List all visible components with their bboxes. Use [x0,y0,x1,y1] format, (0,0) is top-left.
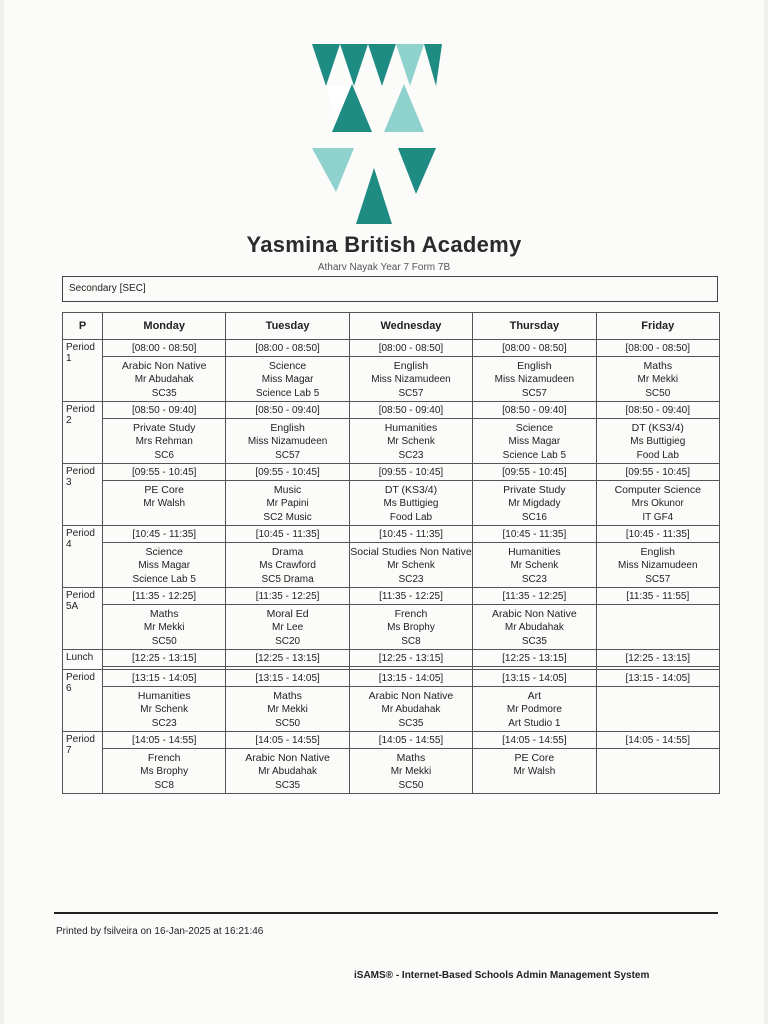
lesson-time: [09:55 - 10:45] [350,464,472,481]
lesson-teacher: Mr Podmore [506,704,562,715]
lesson-room: SC57 [275,450,301,461]
lesson-time: [08:00 - 08:50] [473,340,595,357]
lesson-subject: Drama [271,546,304,558]
lesson-subject: English [640,546,675,558]
lesson-room: SC23 [521,574,547,585]
lesson-cell [226,588,349,650]
lesson-cell [103,464,226,526]
table-row [63,670,720,732]
school-logo-icon [312,44,442,224]
lesson-teacher: Miss Nizamudeen [494,374,575,385]
lesson-room: SC6 [154,450,174,461]
lesson-time: [12:25 - 13:15] [103,650,225,667]
lesson-room: SC23 [398,450,424,461]
lesson-teacher: Ms Buttigieg [383,498,439,509]
lesson-time: [09:55 - 10:45] [473,464,595,481]
lesson-teacher: Mr Mekki [143,622,185,633]
lesson-time: [10:45 - 11:35] [473,526,595,543]
header-row [63,313,720,340]
lesson-teacher: Mr Mekki [267,704,308,715]
lesson-cell [596,402,719,464]
lesson-subject: English [517,360,552,372]
lesson-teacher: Miss Magar [261,374,314,385]
timetable-page [4,0,764,1024]
lesson-subject: Humanities [137,690,191,702]
period-label: Period 7 [63,732,103,794]
lesson-room: SC16 [521,512,547,523]
lesson-room: SC50 [275,718,301,729]
lesson-cell [349,650,472,670]
lesson-cell [349,732,472,794]
lesson-time: [11:35 - 12:25] [473,588,595,605]
header-day: Wednesday [349,313,472,340]
lesson-cell [473,402,596,464]
table-row [63,464,720,526]
lesson-subject: Science [145,546,183,558]
lesson-cell [473,732,596,794]
student-info: Atharv Nayak Year 7 Form 7B [317,262,451,273]
lesson-cell [596,464,719,526]
lesson-cell [473,340,596,402]
lesson-teacher: Mr Mekki [390,766,432,777]
footer-divider [54,912,718,914]
table-row [63,588,720,650]
lesson-time: [12:25 - 13:15] [350,650,472,667]
lesson-room: SC23 [398,574,424,585]
lesson-subject: Private Study [503,484,566,496]
lesson-subject: French [147,752,181,764]
lesson-room: Food Lab [389,512,433,523]
lesson-room: SC35 [521,636,547,647]
lesson-cell [103,670,226,732]
lesson-time: [08:50 - 09:40] [597,402,719,419]
lesson-room: SC50 [645,388,671,399]
lesson-cell [349,464,472,526]
table-row [63,732,720,794]
lesson-time: [08:50 - 09:40] [350,402,472,419]
table-row [63,526,720,588]
lesson-time: [14:05 - 14:55] [103,732,225,749]
lesson-subject: English [393,360,429,372]
lesson-room: Science Lab 5 [132,574,196,585]
lesson-room: SC8 [154,780,174,791]
lesson-room: SC35 [398,718,424,729]
lesson-subject: Private Study [132,422,196,434]
lesson-teacher: Miss Magar [138,560,191,571]
period-label: Period 4 [63,526,103,588]
lesson-time: [14:05 - 14:55] [226,732,348,749]
lesson-teacher: Mr Walsh [513,766,556,777]
header-day: Monday [103,313,226,340]
lesson-time: [14:05 - 14:55] [350,732,472,749]
lesson-room: SC57 [521,388,547,399]
lesson-room: SC35 [151,388,177,399]
lesson-cell [226,732,349,794]
lesson-teacher: Mr Lee [272,622,304,633]
lesson-subject: Music [273,484,302,496]
lesson-time: [09:55 - 10:45] [103,464,225,481]
lesson-teacher: Mrs Rehman [135,436,193,447]
lesson-time: [08:50 - 09:40] [103,402,225,419]
lesson-teacher: Mr Schenk [387,436,435,447]
lesson-cell [473,650,596,670]
lesson-cell [226,650,349,670]
lesson-room: SC50 [398,780,424,791]
lesson-teacher: Miss Nizamudeen [247,436,328,447]
lesson-cell [473,588,596,650]
lesson-teacher: Miss Nizamudeen [371,374,451,385]
lesson-subject: PE Core [144,484,185,496]
timetable-table [62,312,720,794]
table-row [63,340,720,402]
lesson-room: Art Studio 1 [508,718,561,729]
lesson-teacher: Mr Schenk [510,560,559,571]
lesson-time: [09:55 - 10:45] [226,464,348,481]
system-name: iSAMS® - Internet-Based Schools Admin Management System [354,970,650,981]
lesson-cell [349,588,472,650]
lesson-teacher: Miss Magar [508,436,561,447]
lesson-cell [473,670,596,732]
lesson-room: Science Lab 5 [502,450,567,461]
lesson-room: SC8 [401,636,421,647]
lesson-time: [08:00 - 08:50] [350,340,472,357]
lesson-subject: Maths [273,690,302,702]
header-day: Tuesday [226,313,349,340]
period-label: Period 1 [63,340,103,402]
lesson-subject [597,605,719,607]
lesson-cell [473,464,596,526]
lesson-cell [103,588,226,650]
lesson-teacher: Mr Papini [266,498,309,509]
period-label: Lunch [63,650,103,670]
lesson-subject: Science [268,360,307,372]
lesson-teacher: Ms Buttigieg [630,436,686,447]
lesson-room: SC5 Drama [261,574,314,585]
lesson-time: [12:25 - 13:15] [473,650,595,667]
lesson-cell [103,732,226,794]
lesson-time: [13:15 - 14:05] [473,670,595,687]
lesson-subject: Science [515,422,554,434]
lesson-room: SC23 [151,718,177,729]
lesson-time: [13:15 - 14:05] [350,670,472,687]
lesson-subject: Arabic Non Native [121,360,207,372]
lesson-time: [10:45 - 11:35] [226,526,348,543]
lesson-subject [597,687,719,689]
lesson-subject: Art [527,690,542,702]
lesson-room: SC50 [151,636,177,647]
lesson-time: [11:35 - 12:25] [226,588,348,605]
table-row [63,402,720,464]
lesson-cell [349,526,472,588]
lesson-subject: French [394,608,428,620]
lesson-cell [596,588,719,650]
lesson-cell [103,526,226,588]
lesson-subject: DT (KS3/4) [631,422,684,434]
section-label: Secondary [SEC] [62,276,718,302]
header-period: P [63,313,103,340]
lesson-subject: Social Studies Non Native [350,546,472,558]
lesson-subject: Maths [643,360,673,372]
lesson-time: [08:50 - 09:40] [226,402,348,419]
lesson-room: SC57 [398,388,424,399]
lesson-time: [08:00 - 08:50] [103,340,225,357]
lesson-room: SC57 [645,574,671,585]
lesson-cell [103,340,226,402]
lesson-teacher: Mr Abudahak [504,622,564,633]
lesson-time: [13:15 - 14:05] [226,670,348,687]
school-name: Yasmina British Academy [246,232,522,257]
lesson-time: [12:25 - 13:15] [226,650,348,667]
lesson-cell [596,526,719,588]
lesson-room: SC35 [275,780,301,791]
lesson-time: [10:45 - 11:35] [103,526,225,543]
lesson-subject: English [270,422,305,434]
lesson-time: [13:15 - 14:05] [103,670,225,687]
lesson-subject: PE Core [514,752,555,764]
lesson-teacher: Mr Abudahak [381,704,441,715]
lesson-subject: Maths [396,752,426,764]
lesson-teacher: Ms Brophy [387,622,435,633]
header-day: Thursday [473,313,596,340]
lesson-teacher: Mr Abudahak [134,374,194,385]
lesson-subject: Humanities [384,422,438,434]
lesson-cell [103,402,226,464]
lesson-room: Science Lab 5 [255,388,320,399]
lesson-cell [226,670,349,732]
lesson-time: [08:00 - 08:50] [226,340,348,357]
lesson-room: IT GF4 [642,512,674,523]
lesson-cell [226,464,349,526]
lesson-subject: Arabic Non Native [245,752,330,764]
lesson-subject: Moral Ed [266,608,309,620]
lesson-time: [08:50 - 09:40] [473,402,595,419]
lesson-teacher: Mr Mekki [637,374,679,385]
lesson-cell [473,526,596,588]
lesson-room: Food Lab [636,450,679,461]
period-label: Period 6 [63,670,103,732]
lesson-cell [596,732,719,794]
lesson-room: SC2 Music [263,512,312,523]
lesson-teacher: Ms Brophy [140,766,189,777]
lesson-time: [12:25 - 13:15] [597,650,719,667]
lesson-subject: Maths [149,608,179,620]
lesson-subject: Computer Science [614,484,701,496]
period-label: Period 5A [63,588,103,650]
lesson-time: [13:15 - 14:05] [597,670,719,687]
lesson-cell [226,340,349,402]
lesson-teacher: Mrs Okunor [631,498,684,509]
lesson-cell [349,402,472,464]
lesson-time: [09:55 - 10:45] [597,464,719,481]
lesson-teacher: Mr Schenk [387,560,435,571]
lesson-teacher: Mr Abudahak [258,766,318,777]
lesson-cell [349,670,472,732]
lesson-cell [349,340,472,402]
lesson-teacher: Mr Migdady [508,498,561,509]
table-row [63,650,720,670]
lesson-subject: Arabic Non Native [492,608,577,620]
lesson-time: [11:35 - 11:55] [597,588,719,605]
lesson-teacher: Mr Schenk [140,704,189,715]
lesson-teacher: Ms Crawford [259,560,316,571]
lesson-time: [11:35 - 12:25] [103,588,225,605]
period-label: Period 2 [63,402,103,464]
lesson-room: SC20 [275,636,301,647]
lesson-time: [14:05 - 14:55] [473,732,595,749]
lesson-cell [596,650,719,670]
lesson-cell [103,650,226,670]
header-day: Friday [596,313,719,340]
lesson-teacher: Miss Nizamudeen [618,560,698,571]
lesson-cell [226,402,349,464]
lesson-subject: Arabic Non Native [368,690,454,702]
lesson-subject: Humanities [508,546,561,558]
lesson-time: [14:05 - 14:55] [597,732,719,749]
lesson-cell [596,340,719,402]
lesson-time: [10:45 - 11:35] [350,526,472,543]
lesson-subject [597,749,719,751]
lesson-subject: DT (KS3/4) [384,484,438,496]
lesson-cell [226,526,349,588]
lesson-cell [596,670,719,732]
lesson-time: [11:35 - 12:25] [350,588,472,605]
printed-by: Printed by fsilveira on 16-Jan-2025 at 16:21:46 [56,926,264,937]
lesson-teacher: Mr Walsh [143,498,186,509]
period-label: Period 3 [63,464,103,526]
lesson-time: [08:00 - 08:50] [597,340,719,357]
lesson-time: [10:45 - 11:35] [597,526,719,543]
